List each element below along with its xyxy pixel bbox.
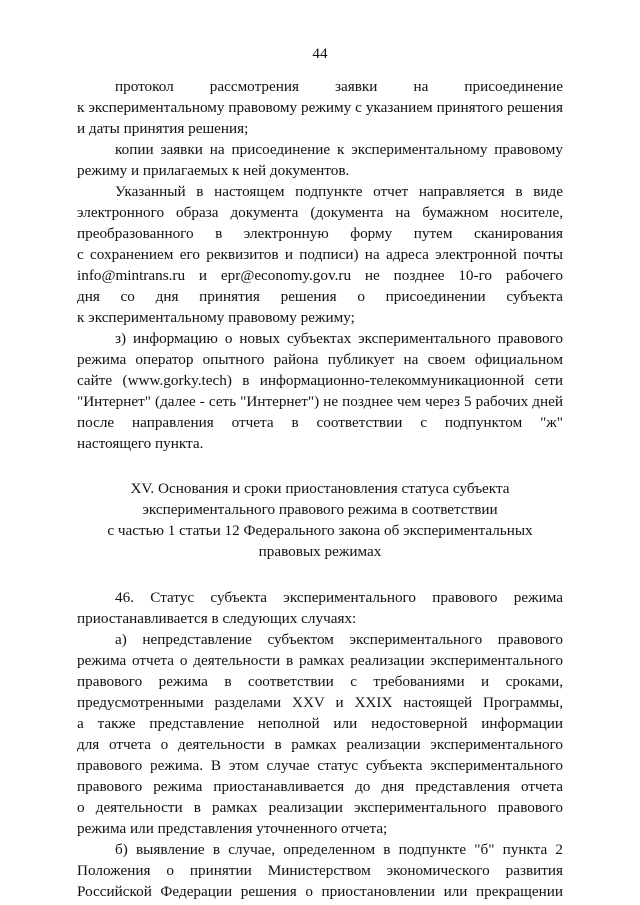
paragraph	[77, 587, 563, 629]
text-line: info@mintrans.ru и epr@economy.gov.ru не позднее 10-го рабочего	[77, 267, 563, 284]
paragraph	[77, 328, 563, 454]
text-line: приостанавливается в следующих случаях:	[77, 610, 357, 627]
text-line: режиму и прилагаемых к ней документов.	[77, 162, 350, 179]
text-line: а) непредставление субъектом экспериментального правового	[115, 631, 563, 648]
text-line: а также представление неполной или недостоверной информации	[77, 715, 563, 732]
text-line: "Интернет" (далее - сеть "Интернет") не позднее чем через 5 рабочих дней	[77, 393, 563, 410]
text-line: электронного образа документа (документа на бумажном носителе,	[77, 204, 563, 221]
text-line: предусмотренными разделами XXV и XXIX настоящей Программы,	[77, 694, 563, 711]
text-line: настоящего пункта.	[77, 435, 204, 452]
text-line: Российской Федерации решения о приостановлении или прекращении	[77, 883, 563, 900]
text-line: и даты принятия решения;	[77, 120, 249, 137]
paragraph	[77, 76, 563, 139]
text-line: сайте (www.gorky.tech) в информационно-телекоммуникационной сети	[77, 372, 563, 389]
heading-line: XV. Основания и сроки приостановления статуса субъекта	[130, 480, 510, 497]
text-line: правового режима в соответствии с требованиями и сроками,	[77, 673, 563, 690]
text-line: режима отчета о деятельности в рамках реализации экспериментального	[77, 652, 563, 669]
text-line: правового режима приостанавливается до дня представления отчета	[77, 778, 563, 795]
text-line: з) информацию о новых субъектах экспериментального правового	[115, 330, 563, 347]
paragraphs-before-heading	[77, 76, 563, 454]
page-number: 44	[312, 45, 328, 62]
text-line: б) выявление в случае, определенном в подпункте "б" пункта 2	[115, 841, 563, 858]
paragraph	[77, 181, 563, 328]
text-line: с сохранением его реквизитов и подписи) на адреса электронной почты	[77, 246, 563, 263]
text-line: к экспериментальному правовому режиму;	[77, 309, 355, 326]
heading-line: экспериментального правового режима в соответствии	[142, 501, 498, 518]
paragraphs-after-heading	[77, 587, 563, 902]
text-line: режима или представления уточненного отчета;	[77, 820, 388, 837]
paragraph	[77, 629, 563, 839]
heading-line: правовых режимах	[258, 543, 382, 560]
paragraph	[77, 139, 563, 181]
text-line: преобразованного в электронную форму путем сканирования	[77, 225, 563, 242]
text-line: дня со дня принятия решения о присоединении субъекта	[77, 288, 563, 305]
paragraph	[77, 839, 563, 902]
document-body	[77, 76, 563, 902]
text-line: правового режима. В этом случае статус субъекта экспериментального	[77, 757, 563, 774]
text-line: Положения о принятии Министерством экономического развития	[77, 862, 563, 879]
text-line: 46. Статус субъекта экспериментального правового режима	[115, 589, 563, 606]
text-line: для отчета о деятельности в рамках реализации экспериментального	[77, 736, 563, 753]
text-line: о деятельности в рамках реализации экспериментального правового	[77, 799, 563, 816]
text-line: копии заявки на присоединение к экспериментальному правовому	[115, 141, 563, 158]
section-heading	[77, 478, 563, 562]
heading-line: с частью 1 статьи 12 Федерального закона об экспериментальных	[107, 522, 533, 539]
text-line: после направления отчета в соответствии с подпунктом "ж"	[77, 414, 563, 431]
text-line: Указанный в настоящем подпункте отчет направляется в виде	[115, 183, 563, 200]
text-line: режима оператор опытного района публикует на своем официальном	[77, 351, 563, 368]
text-line: протокол рассмотрения заявки на присоединение	[115, 78, 563, 95]
text-line: к экспериментальному правовому режиму с указанием принятого решения	[77, 99, 563, 116]
